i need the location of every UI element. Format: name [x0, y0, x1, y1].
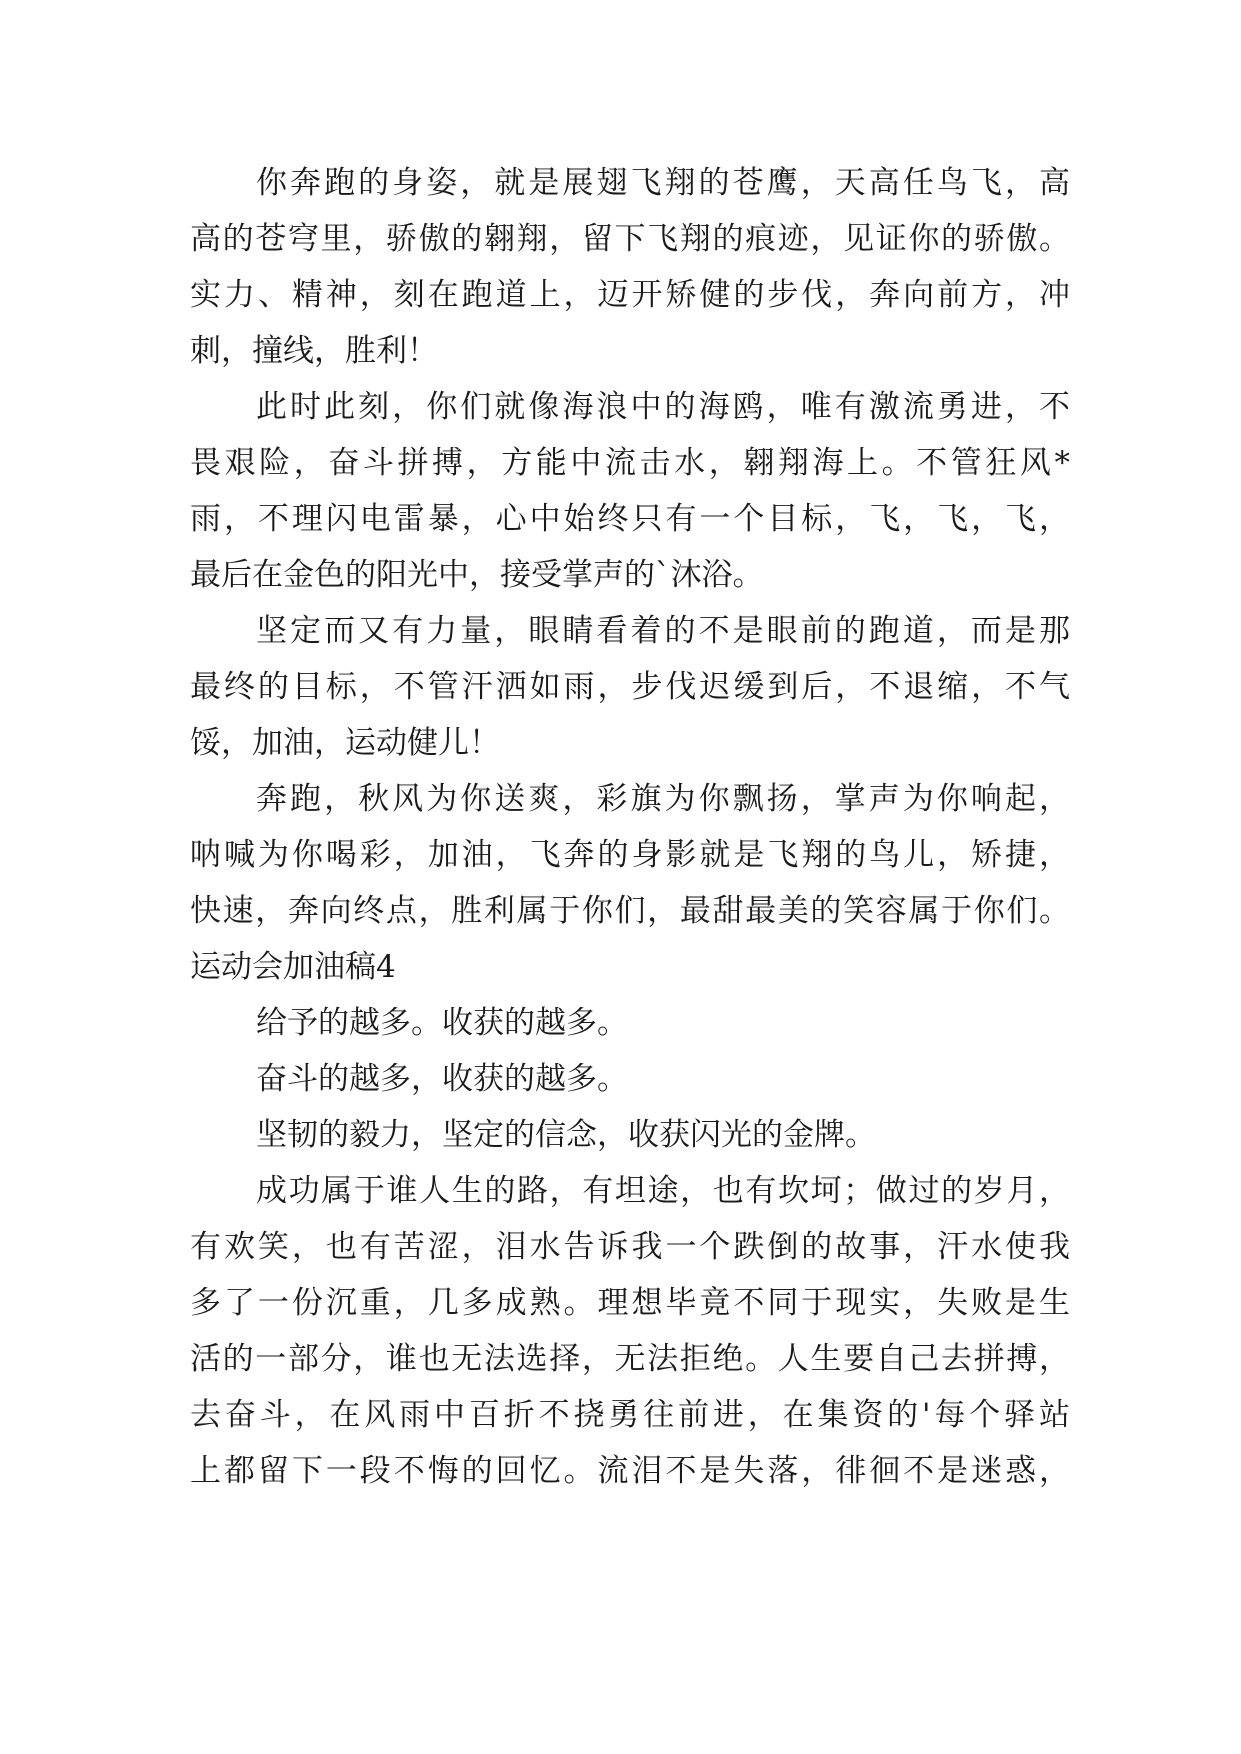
paragraph-line: 去奋斗，在风雨中百折不挠勇往前进，在集资的'每个驿站	[190, 1397, 1070, 1433]
paragraph-line: 坚韧的毅力，坚定的信念，收获闪光的金牌。	[256, 1117, 876, 1153]
paragraph-line: 最后在金色的阳光中，接受掌声的`沐浴。	[190, 557, 764, 593]
paragraph-line: 你奔跑的身姿，就是展翅飞翔的苍鹰，天高任鸟飞，高	[256, 165, 1070, 201]
paragraph-line: 奔跑，秋风为你送爽，彩旗为你飘扬，掌声为你响起，	[256, 781, 1070, 817]
section-heading: 运动会加油稿4	[190, 949, 396, 985]
paragraph-line: 此时此刻，你们就像海浪中的海鸥，唯有激流勇进，不	[256, 389, 1070, 425]
paragraph-line: 快速，奔向终点，胜利属于你们，最甜最美的笑容属于你们。	[190, 893, 1070, 929]
paragraph-line: 坚定而又有力量，眼睛看着的不是眼前的跑道，而是那	[256, 613, 1070, 649]
paragraph-line: 多了一份沉重，几多成熟。理想毕竟不同于现实，失败是生	[190, 1285, 1070, 1321]
paragraph-line: 最终的目标，不管汗洒如雨，步伐迟缓到后，不退缩，不气	[190, 669, 1070, 705]
paragraph-line: 刺，撞线，胜利！	[190, 333, 438, 369]
paragraph-line: 上都留下一段不悔的回忆。流泪不是失落，徘徊不是迷惑，	[190, 1453, 1070, 1489]
paragraph-line: 馁，加油，运动健儿！	[190, 725, 500, 761]
paragraph-line: 实力、精神，刻在跑道上，迈开矫健的步伐，奔向前方，冲	[190, 277, 1070, 313]
paragraph-line: 给予的越多。收获的越多。	[256, 1005, 628, 1041]
paragraph-line: 成功属于谁人生的路，有坦途，也有坎坷；做过的岁月，	[256, 1173, 1070, 1209]
paragraph-line: 高的苍穹里，骄傲的翱翔，留下飞翔的痕迹，见证你的骄傲。	[190, 221, 1070, 257]
paragraph-line: 呐喊为你喝彩，加油，飞奔的身影就是飞翔的鸟儿，矫捷，	[190, 837, 1070, 873]
paragraph-line: 雨，不理闪电雷暴，心中始终只有一个目标，飞，飞，飞，	[190, 501, 1070, 537]
paragraph-line: 活的一部分，谁也无法选择，无法拒绝。人生要自己去拼搏，	[190, 1341, 1070, 1377]
paragraph-line: 奋斗的越多，收获的越多。	[256, 1061, 628, 1097]
paragraph-line: 畏艰险，奋斗拼搏，方能中流击水，翱翔海上。不管狂风*	[190, 445, 1070, 481]
paragraph-line: 有欢笑，也有苦涩，泪水告诉我一个跌倒的故事，汗水使我	[190, 1229, 1070, 1265]
